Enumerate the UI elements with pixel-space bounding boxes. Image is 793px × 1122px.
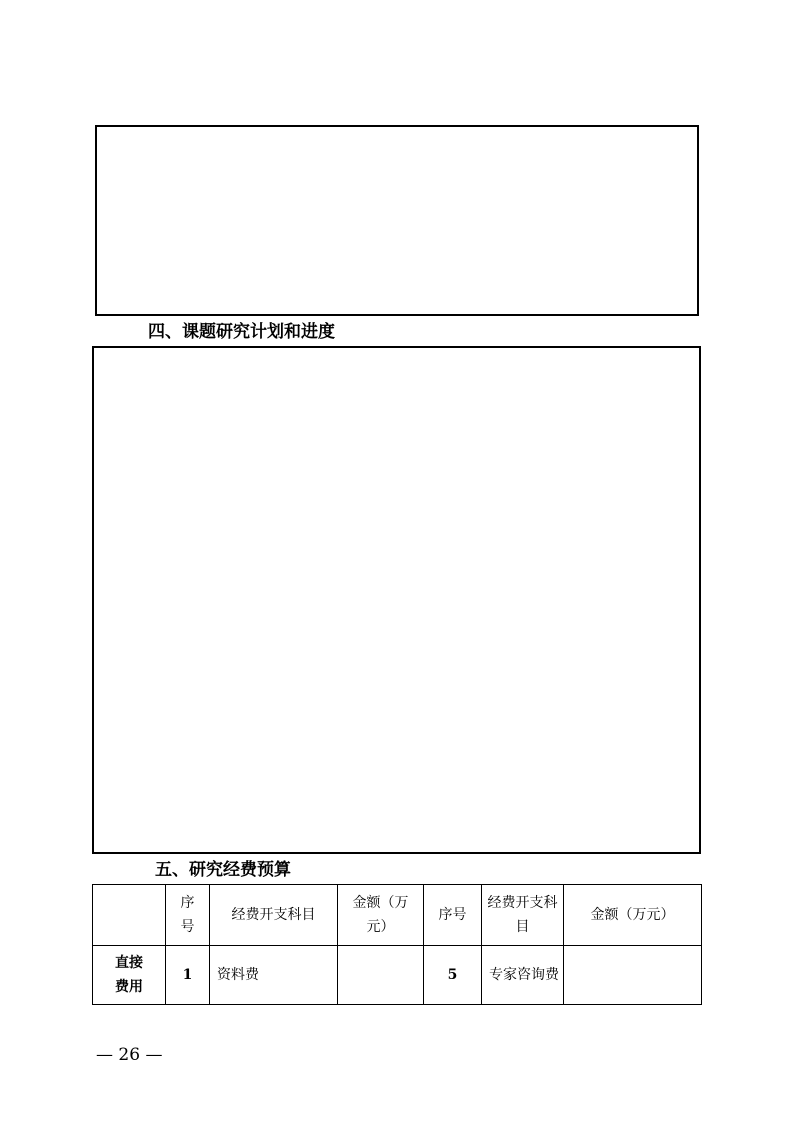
row-index-cell: 1 (166, 946, 210, 1005)
research-plan-text-box[interactable] (92, 346, 701, 854)
header-index-2: 序号 (424, 885, 482, 946)
row-item-cell: 资料费 (210, 946, 338, 1005)
row-amount-2-cell[interactable] (564, 946, 702, 1005)
header-index (166, 885, 210, 946)
budget-table (92, 884, 702, 1005)
previous-section-text-box[interactable] (95, 125, 699, 316)
category-cell (93, 946, 166, 1005)
header-amount (338, 885, 424, 946)
header-blank-cell (93, 885, 166, 946)
row-item-2-text: 专家咨询费 (489, 967, 559, 983)
section-heading-research-plan: 四、课题研究计划和进度 (148, 322, 335, 342)
header-amount-2: 金额（万元） (564, 885, 702, 946)
section-heading-budget: 五、研究经费预算 (155, 860, 291, 880)
category-text: 直接费用 (115, 955, 143, 995)
header-item-2 (482, 885, 564, 946)
table-row (93, 946, 702, 1005)
budget-header-row (93, 885, 702, 946)
header-amount-text: 金额（万元） (352, 895, 409, 935)
header-item: 经费开支科目 (210, 885, 338, 946)
row-index-2-cell: 5 (424, 946, 482, 1005)
row-item-2-cell (482, 946, 564, 1005)
header-index-text: 序号 (180, 895, 195, 935)
page-number: — 26 — (96, 1045, 163, 1065)
row-amount-cell[interactable] (338, 946, 424, 1005)
header-item-2-text: 经费开支科目 (487, 895, 558, 935)
